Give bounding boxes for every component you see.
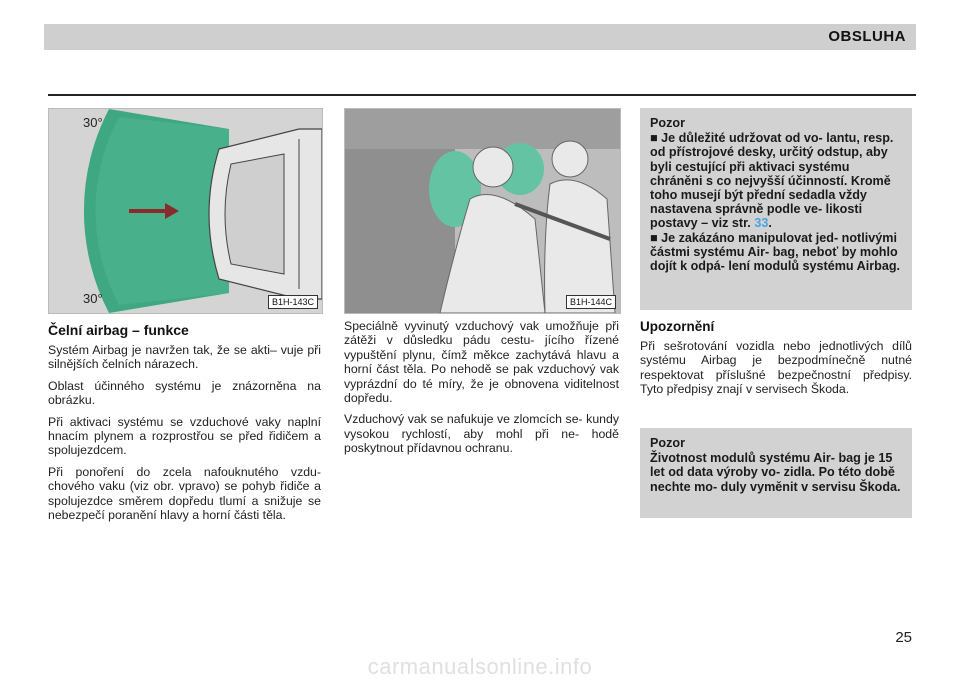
notice-heading: Upozornění bbox=[640, 319, 715, 334]
section-title: OBSLUHA bbox=[828, 28, 906, 45]
airbag-zone-figure bbox=[48, 108, 323, 314]
warning-title: Pozor bbox=[650, 116, 685, 130]
notice-text: Při sešrotování vozidla nebo jednotlivých dílů systému Airbag je bezpodmínečně nutné respektovat příslušné bezpečnostní předpisy. Tyto předpisy znají v servisech Škoda. bbox=[640, 339, 912, 397]
middle-column-text bbox=[344, 319, 619, 463]
warning-box: Pozor ■ Je důležité udržovat od vo- lantu, resp. od přístrojové desky, určitý odstup, aby byli cestující při aktivaci systému chráněni s co nejvyšší účinností. Kromě toho musejí být přední sedadla vždy nastavena správně podle ve- likosti postavy – viz str. 33. ■ Je zakázáno manipulovat jed- notlivými částmi systému Air- bag, neboť by mohlo dojít k odpá- lení modulů systému Airbag. bbox=[640, 108, 912, 310]
warning-item: ■ Je zakázáno manipulovat jed- notlivými částmi systému Air- bag, neboť by mohlo dojít k odpá- lení modulů systému Airbag. bbox=[650, 230, 901, 274]
watermark: carmanualsonline.info bbox=[367, 654, 593, 679]
angle-label-bottom: 30° bbox=[83, 291, 103, 306]
page-reference-link[interactable]: 33 bbox=[754, 216, 769, 231]
section-heading: Čelní airbag – funkce bbox=[48, 322, 189, 338]
paragraph: Při aktivaci systému se vzduchové vaky naplní hnacím plynem a rozprostřou se před řidičem a spolujezdcem. bbox=[48, 414, 321, 458]
warning-item: ■ Je důležité udržovat od vo- lantu, resp. od přístrojové desky, určitý odstup, aby byli cestující při aktivaci systému chráněni s co nejvyšší účinností. Kromě toho musejí být přední sedadla vždy nastavena správně podle ve- likosti postavy – viz str. bbox=[650, 131, 894, 231]
paragraph: Systém Airbag je navržen tak, že se akti– vuje při silnějších čelních nárazech. bbox=[48, 343, 321, 372]
angle-label-top: 30° bbox=[83, 115, 103, 130]
airbag-zone-illustration bbox=[49, 109, 322, 313]
left-column-text bbox=[48, 343, 321, 529]
warning-text: Životnost modulů systému Air- bag je 15 let od data výroby vo- zidla. Po této době nechte mo- duly vyměnit v servisu Škoda. bbox=[650, 451, 901, 494]
horizontal-rule bbox=[48, 94, 916, 96]
paragraph: Oblast účinného systému je znázorněna na obrázku. bbox=[48, 378, 321, 408]
warning-box bbox=[640, 428, 912, 518]
paragraph: Speciálně vyvinutý vzduchový vak umožňuje při zátěži v důsledku pádu cestu- jícího řízené vypuštění plynu, čímž měkce zachytává hlavu a horní část těla. Po nehodě se pak vzduchový vak vyprázdní do té míry, že je obnovena viditelnost dopředu. bbox=[344, 319, 619, 406]
header-bar bbox=[44, 24, 916, 50]
warning-title: Pozor bbox=[650, 436, 685, 450]
page-number: 25 bbox=[895, 629, 912, 646]
figure-code: B1H-143C bbox=[268, 295, 318, 309]
airbag-occupants-figure bbox=[344, 108, 621, 314]
figure-code: B1H-144C bbox=[566, 295, 616, 309]
airbag-occupants-illustration bbox=[345, 109, 620, 313]
paragraph: Při ponoření do zcela nafouknutého vzdu- chového vaku (viz obr. vpravo) se pohyb řidiče a spolujezdce směrem dopředu tlumí a snižuje se nebezpečí poranění hlavy a horní části těla. bbox=[48, 464, 321, 523]
paragraph: Vzduchový vak se nafukuje ve zlomcích se- kundy vysokou rychlostí, aby mohl při ne- hodě poskytnout přídavnou ochranu. bbox=[344, 412, 619, 456]
